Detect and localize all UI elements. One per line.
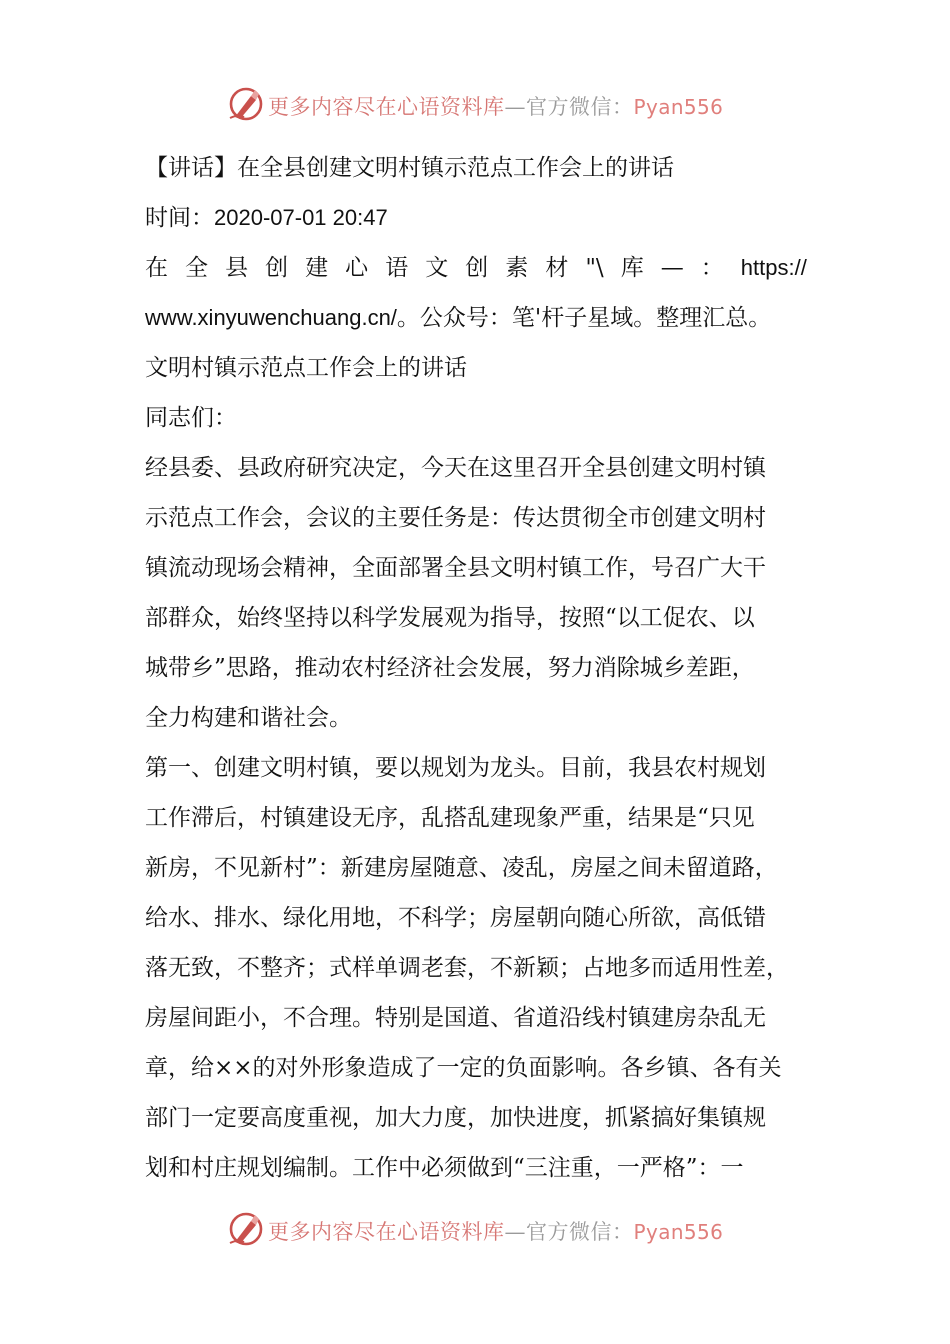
banner-wechat-id: Pyan556 (633, 95, 724, 119)
source-suffix: 。公众号：笔'杆子星域。整理汇总。 (396, 305, 772, 331)
banner-main-text: 更多内容尽在心语资料库 (268, 1220, 505, 1244)
source-char: 心 (345, 255, 369, 281)
body-line: 示范点工作会，会议的主要任务是：传达贯彻全市创建文明村 (145, 505, 766, 531)
time-label: 时间： (145, 205, 214, 231)
banner-wechat-label: 官方微信： (526, 95, 634, 119)
pen-logo-icon (226, 1209, 266, 1249)
source-line-2 (145, 303, 771, 333)
banner-separator: — (504, 1220, 526, 1244)
body-line: 房屋间距小，不合理。特别是国道、省道沿线村镇建房杂乱无 (145, 1005, 766, 1031)
body-line: 镇流动现场会精神，全面部署全县文明村镇工作，号召广大干 (145, 555, 766, 581)
body-line: 第一、创建文明村镇，要以规划为龙头。目前，我县农村规划 (145, 755, 766, 781)
body-line: 部群众，始终坚持以科学发展观为指导，按照“以工促农、以 (145, 605, 755, 631)
source-char: 建 (305, 255, 329, 281)
source-char: 创 (265, 255, 289, 281)
banner-separator: — (504, 95, 526, 119)
source-char: 全 (185, 255, 209, 281)
source-char: "\ (585, 255, 604, 281)
timestamp (145, 203, 388, 233)
source-url-start[interactable]: https:// (740, 255, 807, 280)
time-value: 2020-07-01 20:47 (214, 205, 388, 230)
source-char: 素 (505, 255, 529, 281)
body-line: 新房，不见新村”：新建房屋随意、凌乱，房屋之间未留道路， (145, 855, 778, 881)
body-line: 工作滞后，村镇建设无序，乱搭乱建现象严重，结果是“只见 (145, 805, 755, 831)
document-title: 【讲话】在全县创建文明村镇示范点工作会上的讲话 (145, 155, 674, 181)
banner-text (268, 1216, 723, 1246)
header-banner (0, 82, 950, 126)
body-line: 划和村庄规划编制。工作中必须做到“三注重，一严格”：一 (145, 1155, 744, 1181)
source-char: 县 (225, 255, 249, 281)
source-char: ： (700, 255, 724, 281)
body-line: 给水、排水、绿化用地，不科学；房屋朝向随心所欲，高低错 (145, 905, 766, 931)
body-line: 部门一定要高度重视，加大力度，加快进度，抓紧搞好集镇规 (145, 1105, 766, 1131)
banner-wechat-id: Pyan556 (633, 1220, 724, 1244)
body-line: 章，给××的对外形象造成了一定的负面影响。各乡镇、各有关 (145, 1055, 782, 1081)
source-char: 在 (145, 255, 168, 281)
body-line: 经县委、县政府研究决定，今天在这里召开全县创建文明村镇 (145, 455, 766, 481)
body-line: 落无致，不整齐；式样单调老套，不新颖；占地多而适用性差， (145, 955, 789, 981)
source-url[interactable]: www.xinyuwenchuang.cn/ (145, 305, 397, 330)
source-char: 创 (465, 255, 489, 281)
footer-banner (0, 1207, 950, 1251)
source-char: 文 (425, 255, 449, 281)
banner-main-text: 更多内容尽在心语资料库 (268, 95, 505, 119)
source-line (145, 253, 807, 283)
salutation: 同志们： (145, 405, 237, 431)
banner-wechat-label: 官方微信： (526, 1220, 634, 1244)
source-char: 库 (620, 255, 644, 281)
subtitle: 文明村镇示范点工作会上的讲话 (145, 355, 467, 381)
banner-text (268, 91, 723, 121)
source-char: 材 (545, 255, 569, 281)
body-line: 全力构建和谐社会。 (145, 705, 352, 731)
pen-logo-icon (226, 84, 266, 124)
source-char: 语 (385, 255, 409, 281)
source-char: — (660, 255, 684, 281)
body-line: 城带乡”思路，推动农村经济社会发展，努力消除城乡差距， (145, 655, 755, 681)
